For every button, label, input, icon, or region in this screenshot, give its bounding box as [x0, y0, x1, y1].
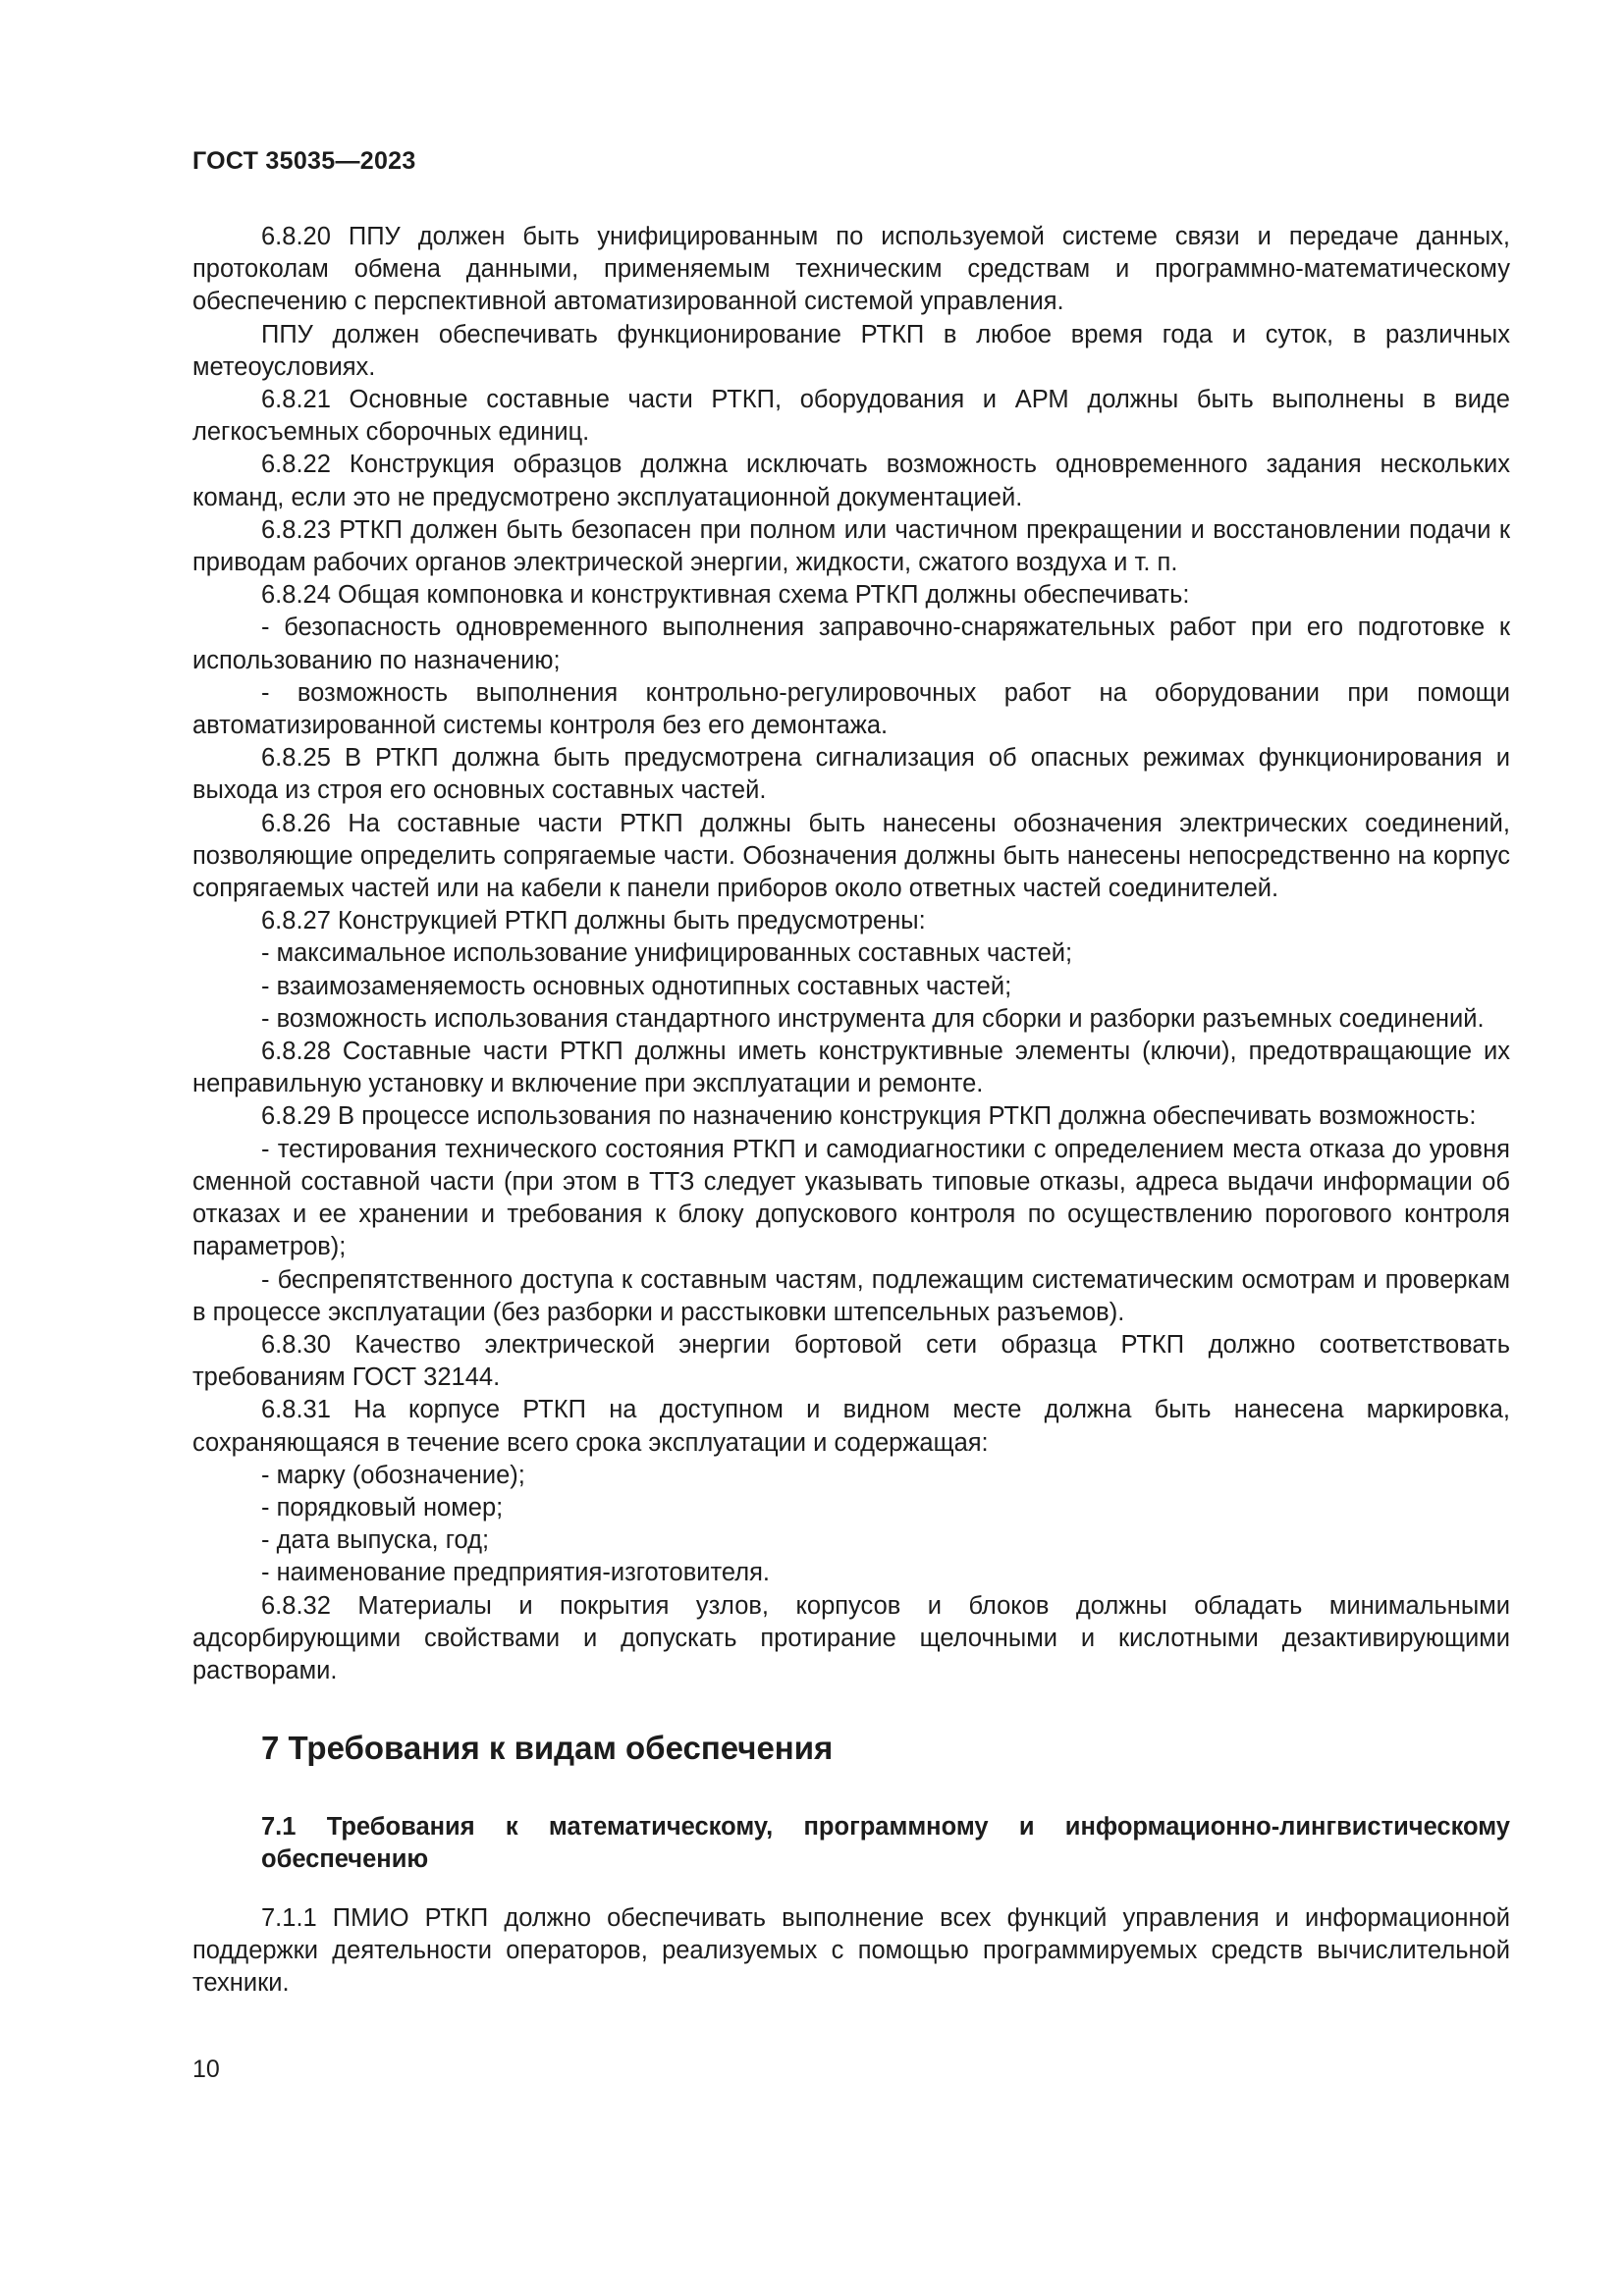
list-item: - максимальное использование унифицированных составных частей; — [261, 939, 1073, 968]
page-body — [192, 221, 1510, 2000]
subsection-title: 7.1 Требования к математическому, программному и информационно-лингвистическому обеспечению — [261, 1813, 1510, 1874]
paragraph-6-8-30: 6.8.30 Качество электрической энергии бортовой сети образца РТКП должно соответствовать требованиям ГОСТ 32144. — [192, 1330, 1510, 1392]
paragraph-6-8-31: 6.8.31 На корпусе РТКП на доступном и видном месте должна быть нанесена маркировка, сохраняющаяся в течение всего срока эксплуатации и содержащая: — [192, 1396, 1510, 1457]
spacer — [192, 1877, 1510, 1902]
paragraph-6-8-20: 6.8.20 ППУ должен быть унифицированным по используемой системе связи и передаче данных, протоколам обмена данными, применяемым техническим средствам и программно-математическому обеспечению с перспективной автоматизированной системой управления. — [192, 223, 1510, 316]
paragraph-6-8-32: 6.8.32 Материалы и покрытия узлов, корпусов и блоков должны обладать минимальными адсорбирующими свойствами и допускать протирание щелочными и кислотными дезактивирующими растворами. — [192, 1591, 1510, 1684]
list-item: - безопасность одновременного выполнения заправочно-снаряжательных работ при его подготовке к использованию по назначению; — [192, 614, 1510, 674]
list-item: - порядковый номер; — [261, 1493, 504, 1522]
paragraph-6-8-25: 6.8.25 В РТКП должна быть предусмотрена сигнализация об опасных режимах функционирования и выхода из строя его основных составных частей. — [192, 744, 1510, 805]
paragraph-6-8-21: 6.8.21 Основные составные части РТКП, оборудования и АРМ должны быть выполнены в виде легкосъемных сборочных единиц. — [192, 386, 1510, 447]
list-item: - наименование предприятия-изготовителя. — [261, 1559, 771, 1587]
paragraph-6-8-22: 6.8.22 Конструкция образцов должна исключать возможность одновременного задания нескольких команд, если это не предусмотрено эксплуатационной документацией. — [192, 451, 1510, 511]
list-item: - возможность использования стандартного инструмента для сборки и разборки разъемных соединений. — [261, 1004, 1485, 1033]
paragraph-6-8-26: 6.8.26 На составные части РТКП должны быть нанесены обозначения электрических соединений, позволяющие определить сопрягаемые части. Обозначения должны быть нанесены непосредственно на корпус сопрягаемых частей или на кабели к панели приборов около ответных частей соединителей. — [192, 809, 1510, 903]
paragraph-6-8-28: 6.8.28 Составные части РТКП должны иметь конструктивные элементы (ключи), предотвращающие их неправильную установку и включение при эксплуатации и ремонте. — [192, 1038, 1510, 1098]
paragraph-6-8-23: 6.8.23 РТКП должен быть безопасен при полном или частичном прекращении и восстановлении подачи к приводам рабочих органов электрической энергии, жидкости, сжатого воздуха и т. п. — [192, 515, 1510, 577]
paragraph-6-8-24: 6.8.24 Общая компоновка и конструктивная схема РТКП должны обеспечивать: — [261, 581, 1190, 610]
document-header: ГОСТ 35035—2023 — [192, 147, 416, 175]
list-item: - марку (обозначение); — [261, 1461, 525, 1489]
paragraph-7-1-1: 7.1.1 ПМИО РТКП должно обеспечивать выполнение всех функций управления и информационной поддержки деятельности операторов, реализуемых с помощью программируемых средств вычислительной техники. — [192, 1903, 1510, 1997]
list-item: - возможность выполнения контрольно-регулировочных работ на оборудовании при помощи автоматизированной системы контроля без его демонтажа. — [192, 678, 1510, 740]
list-item: - беспрепятственного доступа к составным частям, подлежащим систематическим осмотрам и проверкам в процессе эксплуатации (без разборки и расстыковки штепсельных разъемов). — [192, 1265, 1510, 1326]
list-item: - взаимозаменяемость основных однотипных составных частей; — [261, 972, 1012, 1000]
page-number: 10 — [192, 2056, 220, 2083]
list-item: - дата выпуска, год; — [261, 1526, 490, 1555]
paragraph-6-8-27: 6.8.27 Конструкцией РТКП должны быть предусмотрены: — [261, 907, 926, 935]
paragraph-6-8-29: 6.8.29 В процессе использования по назначению конструкция РТКП должна обеспечивать возможность: — [261, 1102, 1477, 1131]
section-title: 7 Требования к видам обеспечения — [261, 1730, 834, 1767]
paragraph: ППУ должен обеспечивать функционирование РТКП в любое время года и суток, в различных метеоусловиях. — [192, 320, 1510, 381]
list-item: - тестирования технического состояния РТКП и самодиагностики с определением места отказа до уровня сменной составной части (при этом в ТТЗ следует указывать типовые отказы, адреса выдачи информации об отказах и ее хранении и требования к блоку допускового контроля по осуществлению порогового контроля параметров); — [192, 1135, 1510, 1261]
